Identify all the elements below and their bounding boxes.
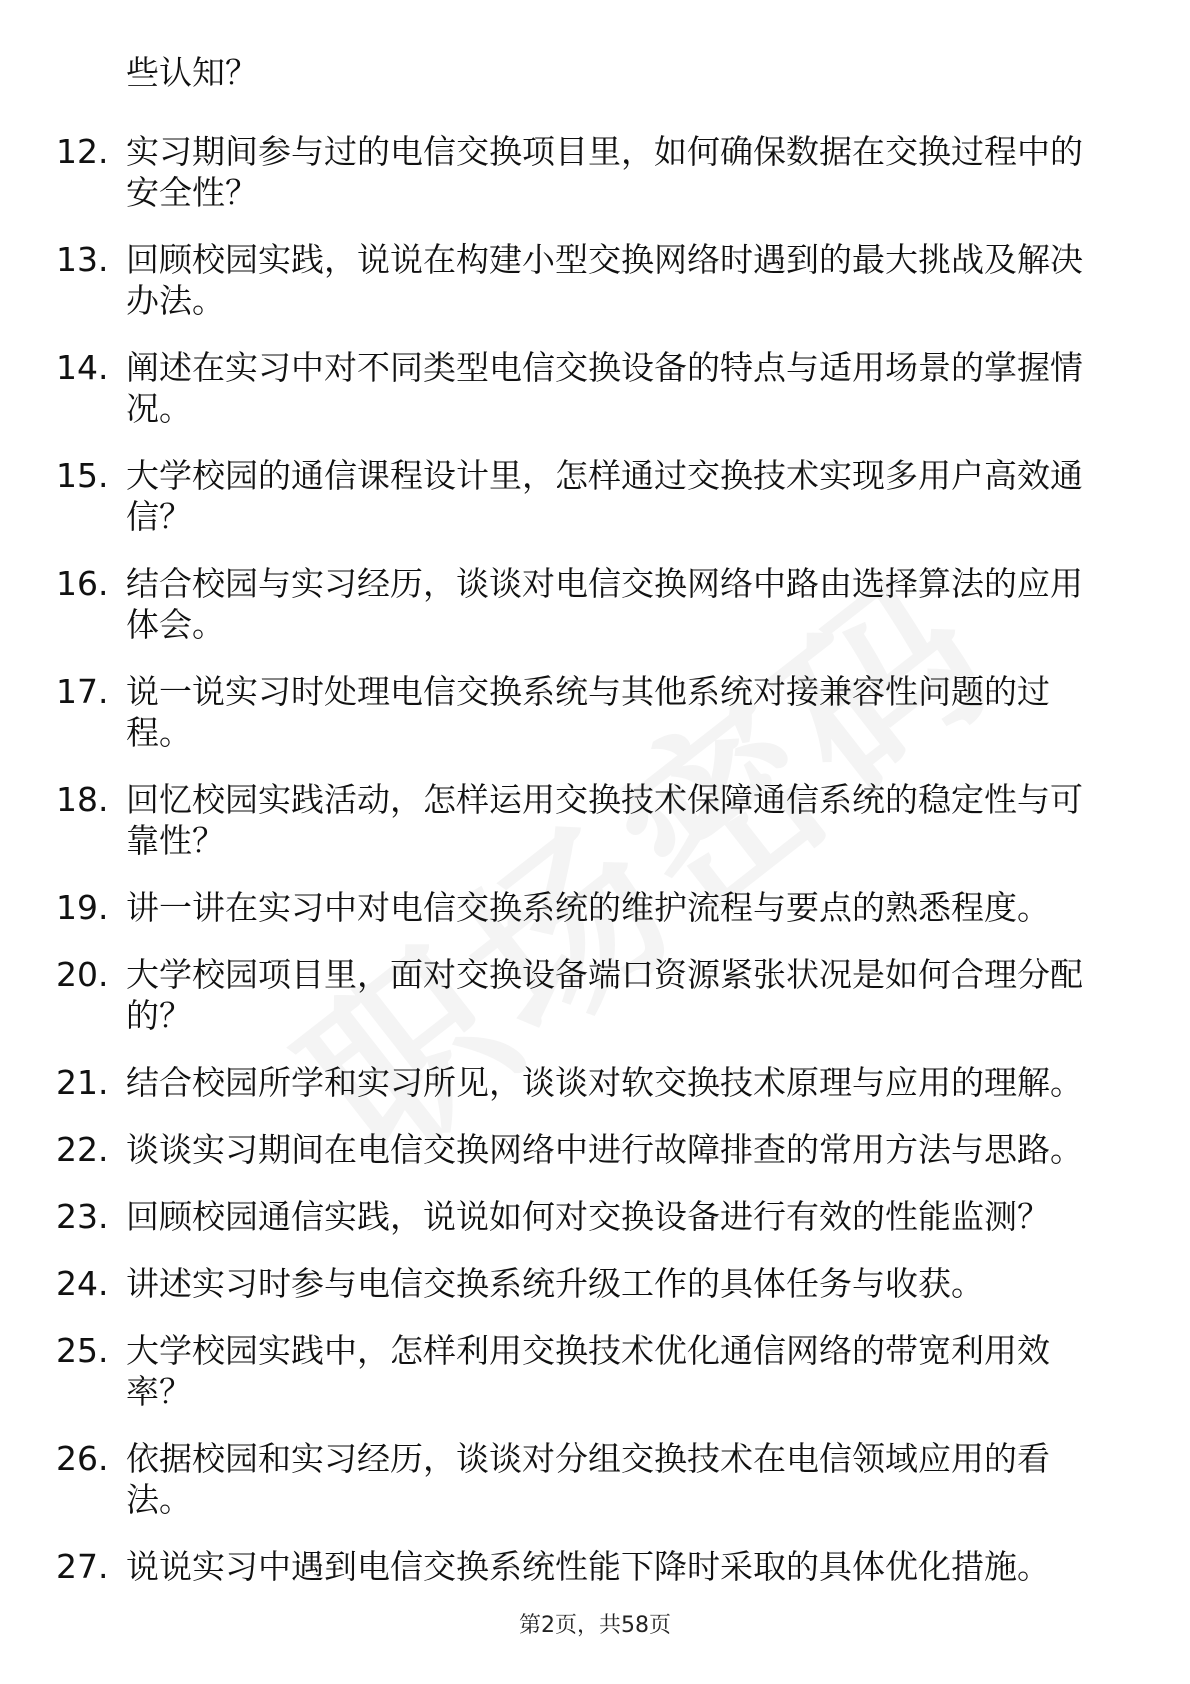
question-number: 12.	[56, 132, 109, 171]
question-text: 回顾校园通信实践，说说如何对交换设备进行有效的性能监测？	[126, 1197, 1050, 1236]
question-number: 20.	[56, 955, 109, 994]
continued-question-text: 些认知？	[126, 53, 258, 92]
question-number: 17.	[56, 672, 109, 711]
question-text: 大学校园的通信课程设计里，怎样通过交换技术实现多用户高效通信？	[126, 456, 1083, 536]
question-item	[56, 239, 1110, 321]
question-text: 大学校园实践中，怎样利用交换技术优化通信网络的带宽利用效率？	[126, 1331, 1050, 1411]
question-number: 23.	[56, 1197, 109, 1236]
question-item	[56, 887, 1110, 928]
question-number: 27.	[56, 1547, 109, 1586]
question-item	[56, 954, 1110, 1036]
question-text: 实习期间参与过的电信交换项目里，如何确保数据在交换过程中的安全性？	[126, 132, 1083, 212]
question-number: 15.	[56, 456, 109, 495]
question-item	[56, 563, 1110, 645]
question-list	[56, 131, 1110, 1587]
question-number: 19.	[56, 888, 109, 927]
question-item	[56, 1196, 1110, 1237]
question-number: 18.	[56, 780, 109, 819]
question-item	[56, 1129, 1110, 1170]
question-text: 大学校园项目里，面对交换设备端口资源紧张状况是如何合理分配的？	[126, 955, 1083, 1035]
question-text: 结合校园所学和实习所见，谈谈对软交换技术原理与应用的理解。	[126, 1063, 1083, 1102]
question-text: 回顾校园实践，说说在构建小型交换网络时遇到的最大挑战及解决办法。	[126, 240, 1083, 320]
question-number: 25.	[56, 1331, 109, 1370]
question-text: 讲一讲在实习中对电信交换系统的维护流程与要点的熟悉程度。	[126, 888, 1050, 927]
question-item	[56, 671, 1110, 753]
question-text: 结合校园与实习经历，谈谈对电信交换网络中路由选择算法的应用体会。	[126, 564, 1083, 644]
document-body	[56, 52, 1110, 1613]
question-number: 26.	[56, 1439, 109, 1478]
page-footer: 第2页，共58页	[519, 1613, 671, 1638]
question-item	[56, 1546, 1110, 1587]
question-text: 说说实习中遇到电信交换系统性能下降时采取的具体优化措施。	[126, 1547, 1050, 1586]
question-item	[56, 455, 1110, 537]
question-text: 阐述在实习中对不同类型电信交换设备的特点与适用场景的掌握情况。	[126, 348, 1083, 428]
question-item	[56, 1438, 1110, 1520]
question-item	[56, 1062, 1110, 1103]
question-number: 21.	[56, 1063, 109, 1102]
question-number: 16.	[56, 564, 109, 603]
question-number: 13.	[56, 240, 109, 279]
question-item	[56, 347, 1110, 429]
question-number: 22.	[56, 1130, 109, 1169]
question-text: 说一说实习时处理电信交换系统与其他系统对接兼容性问题的过程。	[126, 672, 1050, 752]
question-item	[56, 779, 1110, 861]
question-item	[56, 1263, 1110, 1304]
question-number: 24.	[56, 1264, 109, 1303]
question-text: 回忆校园实践活动，怎样运用交换技术保障通信系统的稳定性与可靠性？	[126, 780, 1083, 860]
question-text: 依据校园和实习经历，谈谈对分组交换技术在电信领域应用的看法。	[126, 1439, 1050, 1519]
question-item	[56, 131, 1110, 213]
question-text: 讲述实习时参与电信交换系统升级工作的具体任务与收获。	[126, 1264, 984, 1303]
question-item	[56, 1330, 1110, 1412]
question-text: 谈谈实习期间在电信交换网络中进行故障排查的常用方法与思路。	[126, 1130, 1083, 1169]
question-number: 14.	[56, 348, 109, 387]
